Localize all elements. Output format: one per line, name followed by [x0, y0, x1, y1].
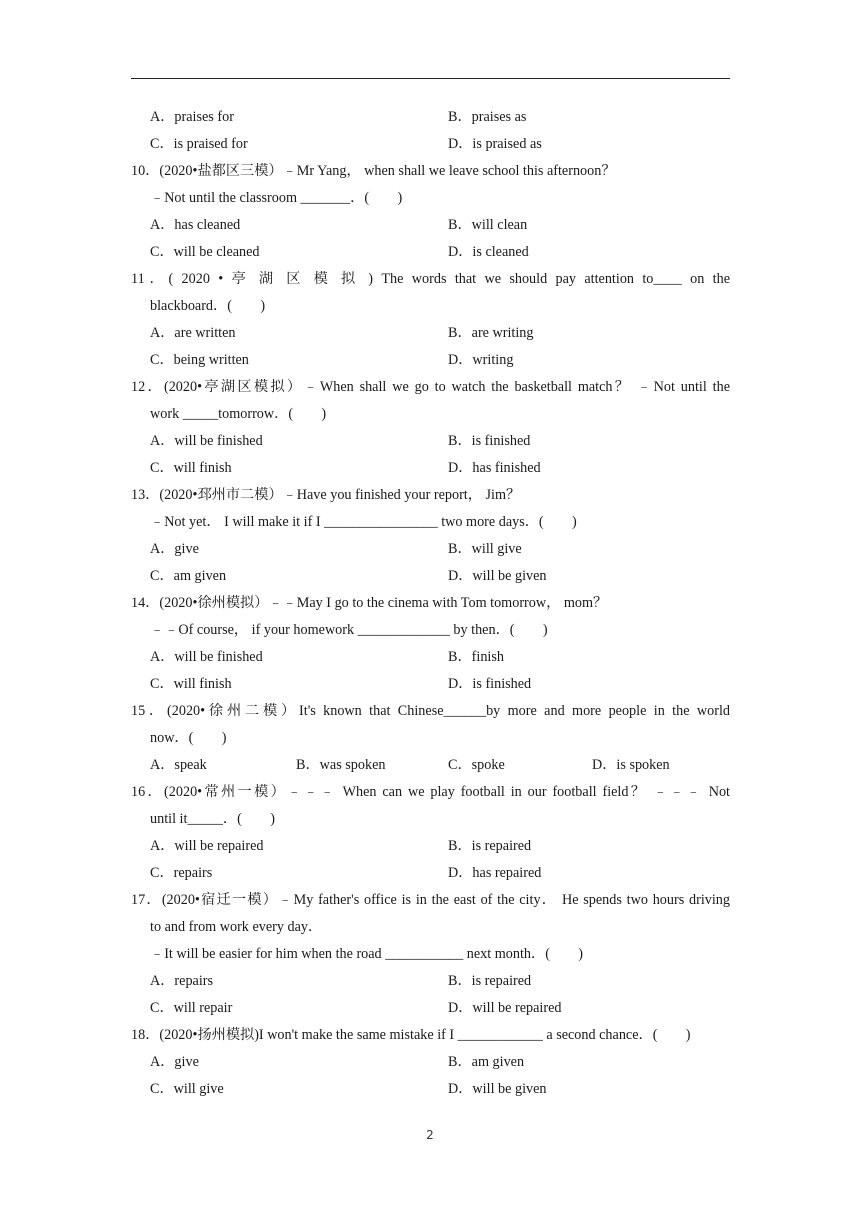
option-row	[131, 860, 730, 887]
option-c: C．being written	[150, 352, 249, 368]
option-b: B．finish	[448, 649, 504, 665]
option-c: C．spoke	[448, 757, 505, 773]
option-b: B．is repaired	[448, 838, 532, 854]
option-c: C．will finish	[150, 676, 232, 692]
option-row	[131, 671, 730, 698]
option-b: B．is repaired	[448, 973, 532, 989]
question-13-stem-cont: ﹣Not yet． I will make it if I ________________ two more days．( )	[150, 514, 577, 530]
question-16-stem: 16．(2020•常州一模）﹣﹣﹣ When can we play football in our football field？ ﹣﹣﹣ Not	[131, 784, 730, 800]
option-row	[131, 563, 730, 590]
option-c: C．will give	[150, 1081, 224, 1097]
question-12-stem-cont: work _____tomorrow．( )	[150, 406, 327, 422]
option-row	[131, 752, 730, 779]
option-row	[131, 104, 730, 131]
option-row	[131, 536, 730, 563]
option-c: C．repairs	[150, 865, 213, 881]
option-c: C．will finish	[150, 460, 232, 476]
option-row	[131, 995, 730, 1022]
option-d: D．is cleaned	[448, 244, 529, 260]
option-row	[131, 428, 730, 455]
option-d: D．is spoken	[592, 757, 670, 773]
question-17-stem-cont: to and from work every day．	[150, 919, 323, 935]
option-d: D．has finished	[448, 460, 541, 476]
question-11-stem-cont: blackboard．( )	[150, 298, 266, 314]
header-rule	[131, 78, 730, 79]
option-d: D．will be repaired	[448, 1000, 562, 1016]
option-b: B．will give	[448, 541, 522, 557]
question-15-stem-cont: now．( )	[150, 730, 227, 746]
option-row	[131, 644, 730, 671]
option-a: A．will be finished	[150, 649, 263, 665]
option-b: B．are writing	[448, 325, 534, 341]
option-b: B．is finished	[448, 433, 531, 449]
option-a: A．are written	[150, 325, 236, 341]
option-d: D．writing	[448, 352, 514, 368]
option-row	[131, 833, 730, 860]
question-15-stem: 15．(2020•徐州二模）It's known that Chinese______by more and more people in the world	[131, 703, 730, 719]
option-a: A．give	[150, 1054, 199, 1070]
question-10-stem: 10．(2020•盐都区三模）﹣Mr Yang， when shall we leave school this afternoon？	[131, 163, 616, 179]
option-row	[131, 1076, 730, 1103]
option-b: B．was spoken	[296, 757, 386, 773]
option-row	[131, 347, 730, 374]
option-c: C．will repair	[150, 1000, 233, 1016]
option-b: B．praises as	[448, 109, 527, 125]
option-b: B．am given	[448, 1054, 525, 1070]
question-13-stem: 13．(2020•邳州市二模）﹣Have you finished your report， Jim？	[131, 487, 521, 503]
document-body	[131, 104, 730, 1103]
question-11-stem: 11．( 2020 • 亭 湖 区 模 拟 ) The words that we should pay attention to____ on the	[131, 271, 730, 287]
option-a: A．will be finished	[150, 433, 263, 449]
option-c: C．am given	[150, 568, 227, 584]
option-d: D．will be given	[448, 568, 547, 584]
question-16-stem-cont: until it_____．( )	[150, 811, 275, 827]
option-a: A．has cleaned	[150, 217, 241, 233]
option-d: D．is praised as	[448, 136, 542, 152]
option-row	[131, 968, 730, 995]
option-a: A．will be repaired	[150, 838, 264, 854]
option-row	[131, 320, 730, 347]
option-row	[131, 455, 730, 482]
page-number: 2	[426, 1128, 434, 1142]
question-17-stem: 17．(2020•宿迁一模）﹣My father's office is in the east of the city． He spends two hours driving	[131, 892, 730, 908]
option-row	[131, 131, 730, 158]
option-a: A．praises for	[150, 109, 234, 125]
question-14-stem-cont: ﹣﹣Of course， if your homework _____________ by then．( )	[150, 622, 548, 638]
question-17-stem-cont: ﹣It will be easier for him when the road ___________ next month．( )	[150, 946, 584, 962]
option-c: C．will be cleaned	[150, 244, 260, 260]
option-d: D．is finished	[448, 676, 532, 692]
option-row	[131, 239, 730, 266]
option-d: D．has repaired	[448, 865, 542, 881]
question-18-stem: 18．(2020•扬州模拟)I won't make the same mistake if I ____________ a second chance．( )	[131, 1027, 691, 1043]
option-b: B．will clean	[448, 217, 528, 233]
option-c: C．is praised for	[150, 136, 248, 152]
option-d: D．will be given	[448, 1081, 547, 1097]
option-a: A．speak	[150, 757, 207, 773]
question-10-stem-cont: ﹣Not until the classroom _______．( )	[150, 190, 403, 206]
option-a: A．repairs	[150, 973, 214, 989]
option-a: A．give	[150, 541, 199, 557]
question-14-stem: 14．(2020•徐州模拟）﹣﹣May I go to the cinema with Tom tomorrow， mom？	[131, 595, 608, 611]
option-row	[131, 212, 730, 239]
question-12-stem: 12．(2020•亭湖区模拟）﹣When shall we go to watch the basketball match？ ﹣Not until the	[131, 379, 730, 395]
option-row	[131, 1049, 730, 1076]
